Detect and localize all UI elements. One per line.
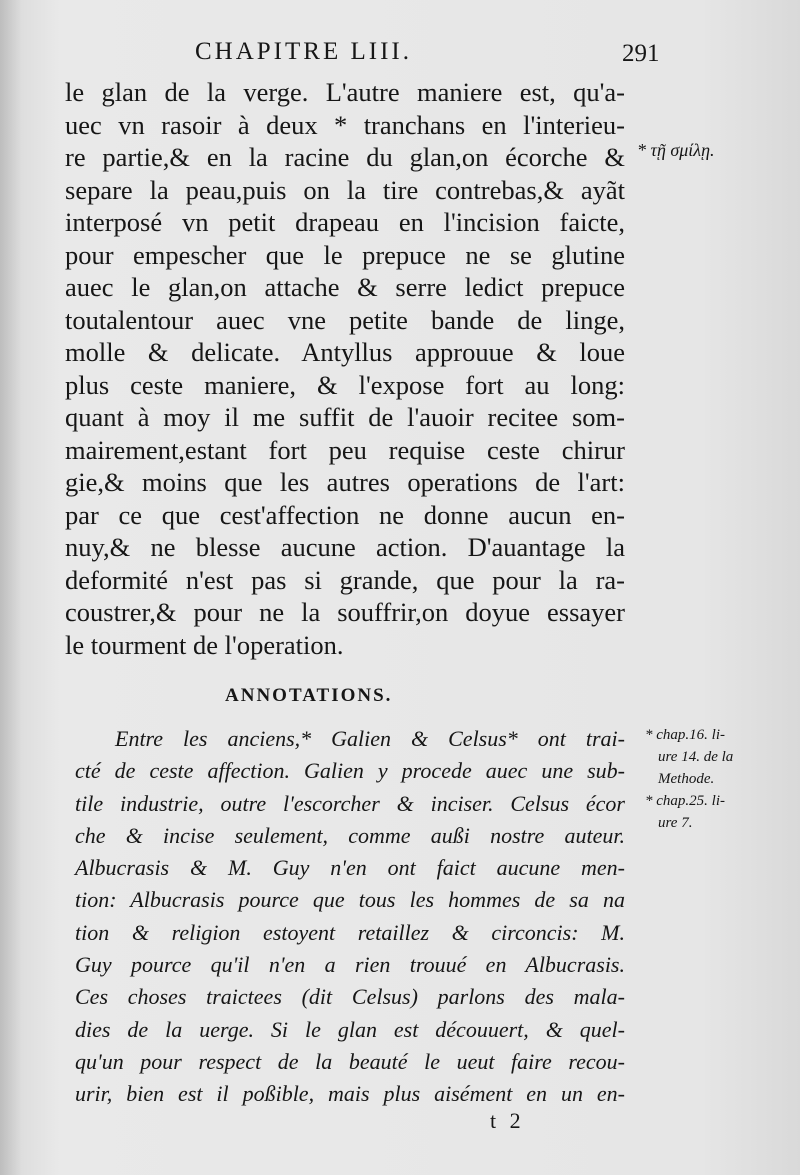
annotation-line: qu'un pour respect de la beauté le ueut faire recou- bbox=[75, 1048, 625, 1074]
text-line: separe la peau,puis on la tire contrebas,& ayãt bbox=[65, 174, 625, 205]
margin-note-greek: * τῇ σμίλῃ. bbox=[637, 140, 715, 160]
margin-note: Methode. bbox=[658, 771, 715, 787]
annotations-text bbox=[75, 723, 625, 1111]
text-line: toutalentour auec vne petite bande de linge, bbox=[65, 304, 625, 335]
text-line: re partie,& en la racine du glan,on écorche & bbox=[65, 142, 625, 172]
text-line: uec vn rasoir à deux * tranchans en l'interieu- bbox=[65, 109, 625, 140]
text-line: interposé vn petit drapeau en l'incision faicte, bbox=[65, 207, 625, 237]
text-line: plus ceste maniere, & l'expose fort au long: bbox=[65, 369, 625, 400]
text-line: molle & delicate. Antyllus approuue & loue bbox=[65, 337, 625, 367]
text-line: quant à moy il me suffit de l'auoir recitee som- bbox=[65, 402, 625, 432]
text-line: mairement,estant fort peu requise ceste chirur bbox=[65, 434, 625, 465]
margin-note: ure 14. de la bbox=[658, 749, 734, 765]
annotation-line: tion: Albucrasis pource que tous les hommes de sa na bbox=[75, 887, 625, 913]
text-line: pour empescher que le prepuce ne se glutine bbox=[65, 239, 625, 270]
text-line: par ce que cest'affection ne donne aucun en- bbox=[65, 499, 625, 530]
main-text bbox=[65, 76, 625, 661]
margin-note: ure 7. bbox=[658, 815, 693, 831]
signature-mark: t 2 bbox=[490, 1108, 525, 1133]
annotation-line: Albucrasis & M. Guy n'en ont faict aucune men- bbox=[75, 855, 625, 881]
text-line: le tourment de l'operation. bbox=[65, 629, 344, 660]
text-line: gie,& moins que les autres operations de l'art: bbox=[65, 467, 625, 497]
annotation-line: dies de la uerge. Si le glan est découuert, & quel- bbox=[75, 1016, 625, 1042]
text-line: coustrer,& pour ne la souffrir,on doyue essayer bbox=[65, 597, 625, 627]
annotation-line: Entre les anciens,* Galien & Celsus* ont trai- bbox=[115, 726, 625, 751]
text-line: auec le glan,on attache & serre ledict prepuce bbox=[65, 272, 625, 302]
running-title: CHAPITRE LIII. bbox=[195, 38, 412, 65]
text-line: le glan de la verge. L'autre maniere est, qu'a- bbox=[65, 77, 625, 107]
annotation-line: Ces choses traictees (dit Celsus) parlons des mala- bbox=[75, 984, 625, 1010]
annotation-margin-notes bbox=[645, 724, 733, 834]
annotation-line: Guy pource qu'il n'en a rien trouué en Albucrasis. bbox=[75, 952, 625, 978]
annotation-line: urir, bien est il poßible, mais plus aisément en un en- bbox=[75, 1081, 625, 1107]
text-line: nuy,& ne blesse aucune action. D'auantage la bbox=[65, 532, 625, 562]
annotations-heading: ANNOTATIONS. bbox=[225, 685, 393, 706]
annotation-line: tion & religion estoyent retaillez & circoncis: M. bbox=[75, 919, 625, 945]
annotation-line: che & incise seulement, comme außi nostre auteur. bbox=[75, 822, 625, 848]
margin-note: * chap.16. li- bbox=[645, 727, 725, 743]
annotation-line: tile industrie, outre l'escorcher & inciser. Celsus écor bbox=[75, 790, 625, 816]
page-number: 291 bbox=[622, 40, 660, 67]
margin-note: * chap.25. li- bbox=[645, 793, 725, 809]
annotation-line: cté de ceste affection. Galien y procede auec une sub- bbox=[75, 758, 625, 784]
text-line: deformité n'est pas si grande, que pour la ra- bbox=[65, 564, 625, 595]
